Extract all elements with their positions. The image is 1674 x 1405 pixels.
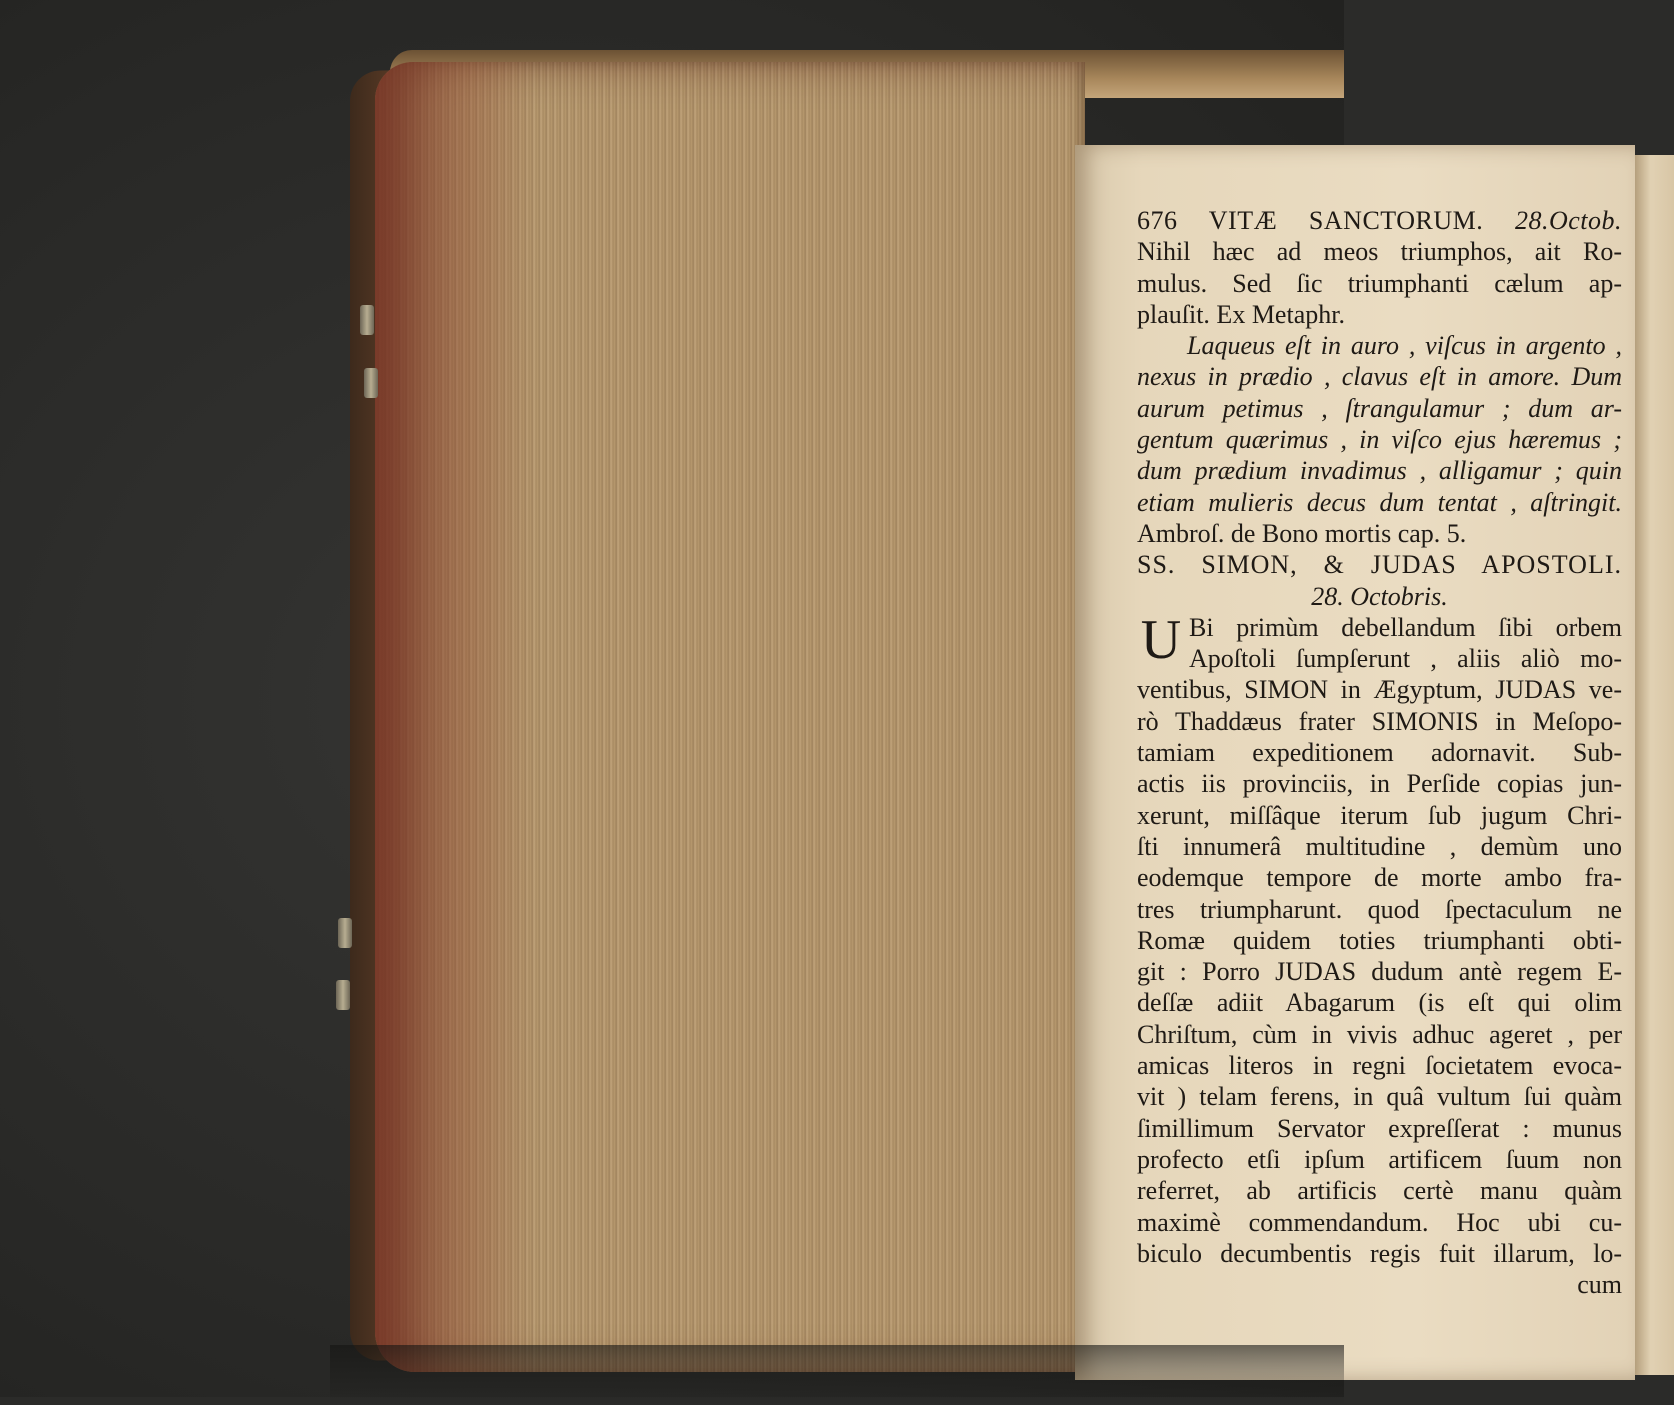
clasp-upper-2 [364,368,378,398]
book-shadow [330,1345,1344,1405]
clasp-lower [338,918,352,948]
body-line: referret, ab artificis certè manu quàm [1137,1176,1622,1206]
body-line: amicas literos in regni ſocietatem evoca- [1137,1051,1622,1081]
body-line: vit ) telam ferens, in quâ vultum ſui quàm [1137,1082,1622,1112]
text-line: plauſit. Ex Metaphr. [1137,299,1345,329]
section-date: 28. Octobris. [1311,581,1448,611]
clasp-lower-2 [336,980,350,1010]
printed-page [1075,145,1635,1380]
body-line: eodemque tempore de morte ambo fra- [1137,863,1622,893]
quote-line: Laqueus eſt in auro , viſcus in argento , [1187,331,1622,361]
page-text [1137,205,1622,1300]
body-line: ſimillimum Servator expreſſerat : munus [1137,1113,1622,1143]
quote-line: gentum quærimus , in viſco ejus hæremus ; [1137,425,1622,455]
body-line: Bi primùm debellandum ſibi orbem [1189,612,1622,642]
body-line: tamiam expeditionem adornavit. Sub- [1137,738,1622,768]
body-line: tres triumpharunt. quod ſpectaculum ne [1137,894,1622,924]
body-line: xerunt, miſſâque iterum ſub jugum Chri- [1137,800,1622,830]
body-line: ventibus, SIMON in Ægyptum, JUDAS ve- [1137,675,1622,705]
running-date: 28.Octob. [1514,206,1622,235]
body-line: biculo decumbentis regis fuit illarum, lo- [1137,1238,1622,1268]
quote-line: etiam mulieris decus dum tentat , aſtringit. [1137,487,1622,517]
clasp-upper [360,305,374,335]
quote-line: dum prædium invadimus , alligamur ; quin [1137,456,1622,486]
quote-line: nexus in prædio , clavus eſt in amore. Dum [1137,362,1622,392]
section-title: SS. SIMON, & JUDAS APOSTOLI. [1137,550,1622,580]
body-line: profecto etſi ipſum artificem ſuum non [1137,1144,1622,1174]
body-line: rò Thaddæus frater SIMONIS in Meſopo- [1137,706,1622,736]
body-line: git : Porro JUDAS dudum antè regem E- [1137,957,1622,987]
facing-page-edge [1635,155,1674,1375]
running-title: VITÆ SANCTORUM. [1208,206,1484,235]
body-paragraph [1137,608,1622,1269]
body-line: Romæ quidem toties triumphanti obti- [1137,925,1622,955]
quote-line: aurum petimus , ſtrangulamur ; dum ar- [1137,393,1622,423]
drop-cap: U [1140,608,1182,671]
open-book [330,50,1622,1370]
body-line: actis iis provinciis, in Perſide copias jun- [1137,769,1622,799]
citation-line: Ambroſ. de Bono mortis cap. 5. [1137,518,1467,548]
text-line: mulus. Sed ſic triumphanti cælum ap- [1137,268,1622,298]
body-line: ſti innumerâ multitudine , demùm uno [1137,831,1622,861]
body-line: deſſæ adiit Abagarum (is eſt qui olim [1137,988,1622,1018]
body-line: maximè commendandum. Hoc ubi cu- [1137,1207,1622,1237]
page-number: 676 [1137,206,1178,235]
text-line: Nihil hæc ad meos triumphos, ait Ro- [1137,237,1622,267]
body-line: Apoſtoli ſumpſerunt , aliis aliò mo- [1189,644,1622,674]
fore-edge-page-block [375,62,1085,1372]
body-line: Chriſtum, cùm in vivis adhuc ageret , per [1137,1019,1622,1049]
running-head [1137,205,1622,236]
catchword: cum [1577,1270,1622,1300]
